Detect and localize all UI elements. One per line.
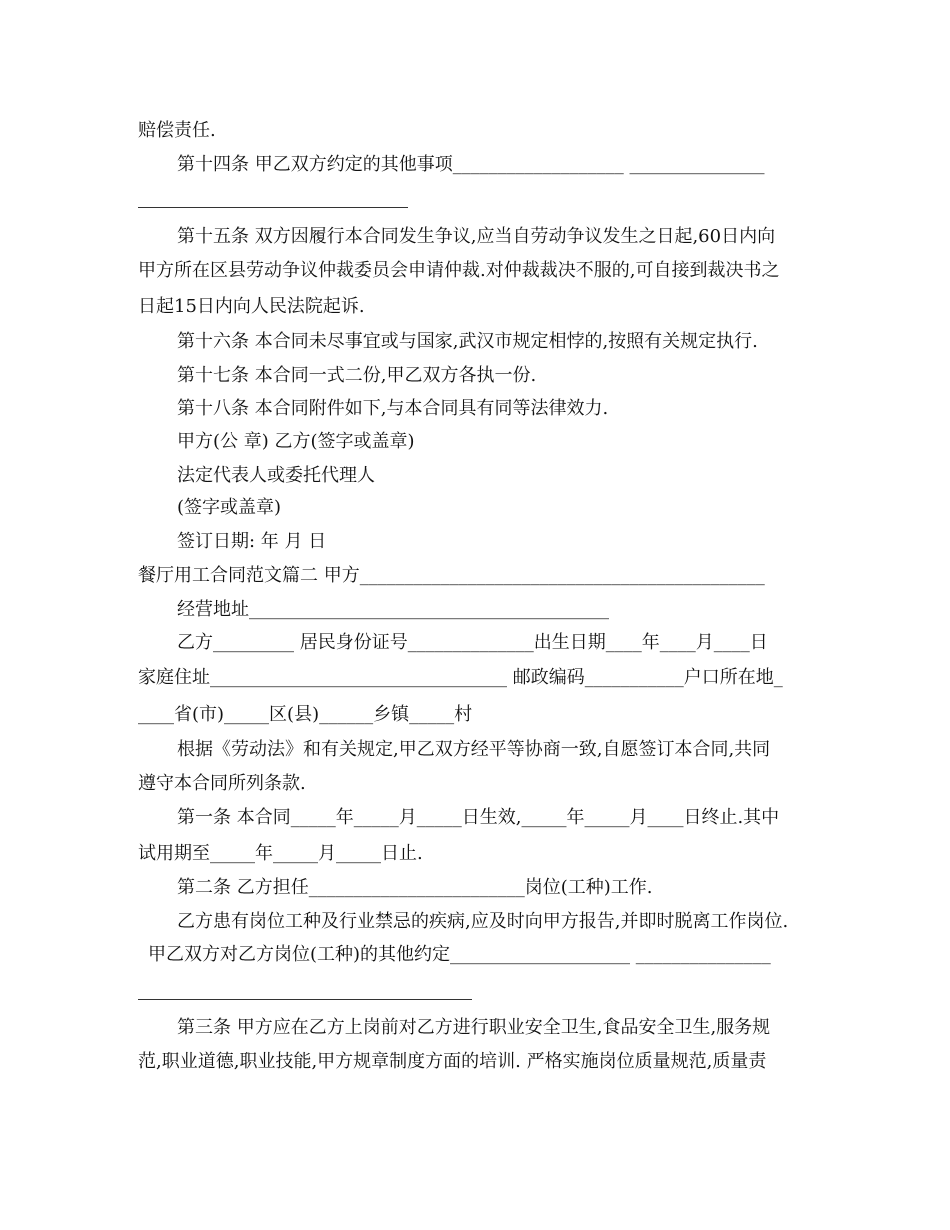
text-line: 赔偿责任. [138, 120, 216, 141]
household-line: ____省(市)_____区(县)______乡镇_____村 [138, 704, 473, 725]
text-line: 乙方患有岗位工种及行业禁忌的疾病,应及时向甲方报告,并即时脱离工作岗位. [177, 911, 789, 932]
signature-parties-line: 甲方(公 章) 乙方(签字或盖章) [177, 431, 415, 452]
blank-underline [138, 999, 472, 1000]
clause-2-line: 第二条 乙方担任________________________岗位(工种)工作. [177, 877, 653, 898]
clause-3-line: 第三条 甲方应在乙方上岗前对乙方进行职业安全卫生,食品安全卫生,服务规 [177, 1017, 771, 1038]
party-b-info-line: 乙方_________ 居民身份证号______________出生日期____年____月____日 [177, 632, 768, 653]
business-address-line: 经营地址________________________________________ [177, 599, 609, 620]
text-line: 甲乙双方对乙方岗位(工种)的其他约定____________________ _______________ [148, 944, 771, 965]
clause-14-line: 第十四条 甲乙双方约定的其他事项___________________ _______________ [177, 154, 765, 175]
text-line: 日起15日内向人民法院起诉. [138, 296, 365, 317]
blank-underline [138, 207, 408, 208]
preamble-line: 根据《劳动法》和有关规定,甲乙双方经平等协商一致,自愿签订本合同,共同 [177, 739, 771, 760]
clause-17-line: 第十七条 本合同一式二份,甲乙双方各执一份. [177, 365, 537, 386]
text-line: 甲方所在区县劳动争议仲裁委员会申请仲裁.对仲裁裁决不服的,可自接到裁决书之 [138, 260, 780, 281]
clause-15-line: 第十五条 双方因履行本合同发生争议,应当自劳动争议发生之日起,60日内向 [177, 226, 776, 247]
signature-note-line: (签字或盖章) [177, 497, 282, 518]
text-line: 遵守本合同所列条款. [138, 773, 306, 794]
clause-16-line: 第十六条 本合同未尽事宜或与国家,武汉市规定相悖的,按照有关规定执行. [177, 331, 758, 352]
home-address-line: 家庭住址_________________________________ 邮政编码___________户口所在地_ [138, 667, 783, 688]
legal-representative-line: 法定代表人或委托代理人 [177, 465, 375, 486]
clause-1-line: 第一条 本合同_____年_____月_____日生效,_____年_____月____日终止.其中 [177, 807, 780, 828]
text-line: 试用期至_____年_____月_____日止. [138, 843, 423, 864]
clause-18-line: 第十八条 本合同附件如下,与本合同具有同等法律效力. [177, 398, 609, 419]
text-line: 范,职业道德,职业技能,甲方规章制度方面的培训. 严格实施岗位质量规范,质量责 [138, 1051, 767, 1072]
section-heading-line: 餐厅用工合同范文篇二 甲方_____________________________________________ [138, 565, 765, 586]
signing-date-line: 签订日期: 年 月 日 [177, 531, 327, 552]
